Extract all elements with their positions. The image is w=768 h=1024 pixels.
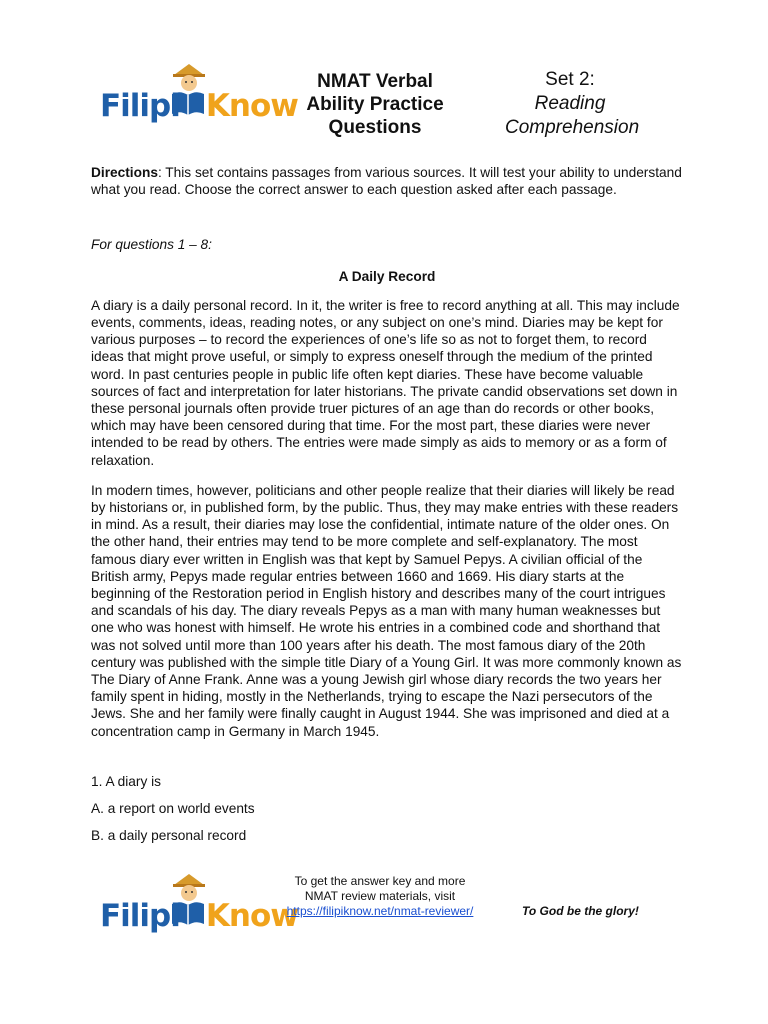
logo-wordmark: Filipi Know	[100, 898, 298, 934]
question-stem: 1. A diary is	[91, 773, 161, 789]
passage-paragraph-1: A diary is a daily personal record. In it, the writer is free to record anything at all. This may include events, comments, ideas, reading notes, or any subject on one’s mind. Diaries may be kept for various purposes – to record the experiences of one’s life so as not to forget them, to record ideas that might prove useful, or simply to express oneself through the medium of the printed word. In past centuries people in public life often kept diaries. These have become valuable sources of fact and interpretation for later historians. The private candid observations set down in these personal journals often provide truer pictures of an age than do records or other books, which may have been censored during that time. For the most part, these diaries were never intended to be read by others. The entries were made simply as aids to memory or as a form of relaxation.	[91, 297, 680, 468]
filipiknow-footer-logo	[100, 868, 298, 940]
document-body	[91, 164, 683, 855]
passage-title: A Daily Record	[338, 268, 436, 284]
logo-wordmark: Filipi Know	[100, 88, 298, 124]
reviewer-link[interactable]: https://filipiknow.net/nmat-reviewer/	[286, 904, 474, 918]
set-label: Set 2: Reading Comprehension	[505, 69, 640, 138]
answer-option-b: B. a daily personal record	[91, 828, 247, 844]
footer-glory: To God be the glory!	[522, 904, 639, 918]
answer-option-a: A. a report on world events	[91, 801, 255, 817]
footer-note: To get the answer key and more NMAT review materials, visit https://filipiknow.net/nmat-reviewer/	[286, 874, 474, 918]
directions: Directions: This set contains passages from various sources. It will test your ability to understand what you read. Choose the correct answer to each question asked after each passage.	[91, 165, 682, 198]
passage-paragraph-2: In modern times, however, politicians and other people realize that their diaries will likely be read by historians or, in published form, by the public. Thus, they may make entries with these readers in mind. As a result, their diaries may lose the confidential, intimate nature of the older ones. On the other hand, their entries may tend to be more complete and self-explanatory. The most famous diary ever written in English was that kept by Samuel Pepys. A civilian official of the British army, Pepys made regular entries between 1660 and 1669. His diary starts at the beginning of the Restoration period in English history and describes many of the court intrigues and scandals of his day. The diary reveals Pepys as a man with many human weaknesses but one who was honest with himself. He wrote his entries in a combined code and shorthand that was not solved until more than 100 years after his death. The most famous diary of the 20th century was published with the simple title Diary of a Young Girl. It was more commonly known as The Diary of Anne Frank. Anne was a young Jewish girl whose diary records the two years her family spent in hiding, mostly in the Netherlands, trying to escape the Nazi persecutors of the Jews. She and her family were finally caught in August 1944. She was imprisoned and died at a concentration camp in Germany in March 1945.	[91, 482, 682, 739]
page-title: NMAT Verbal Ability Practice Questions	[306, 71, 444, 138]
filipiknow-logo	[100, 58, 298, 130]
questions-intro: For questions 1 – 8:	[91, 237, 212, 253]
